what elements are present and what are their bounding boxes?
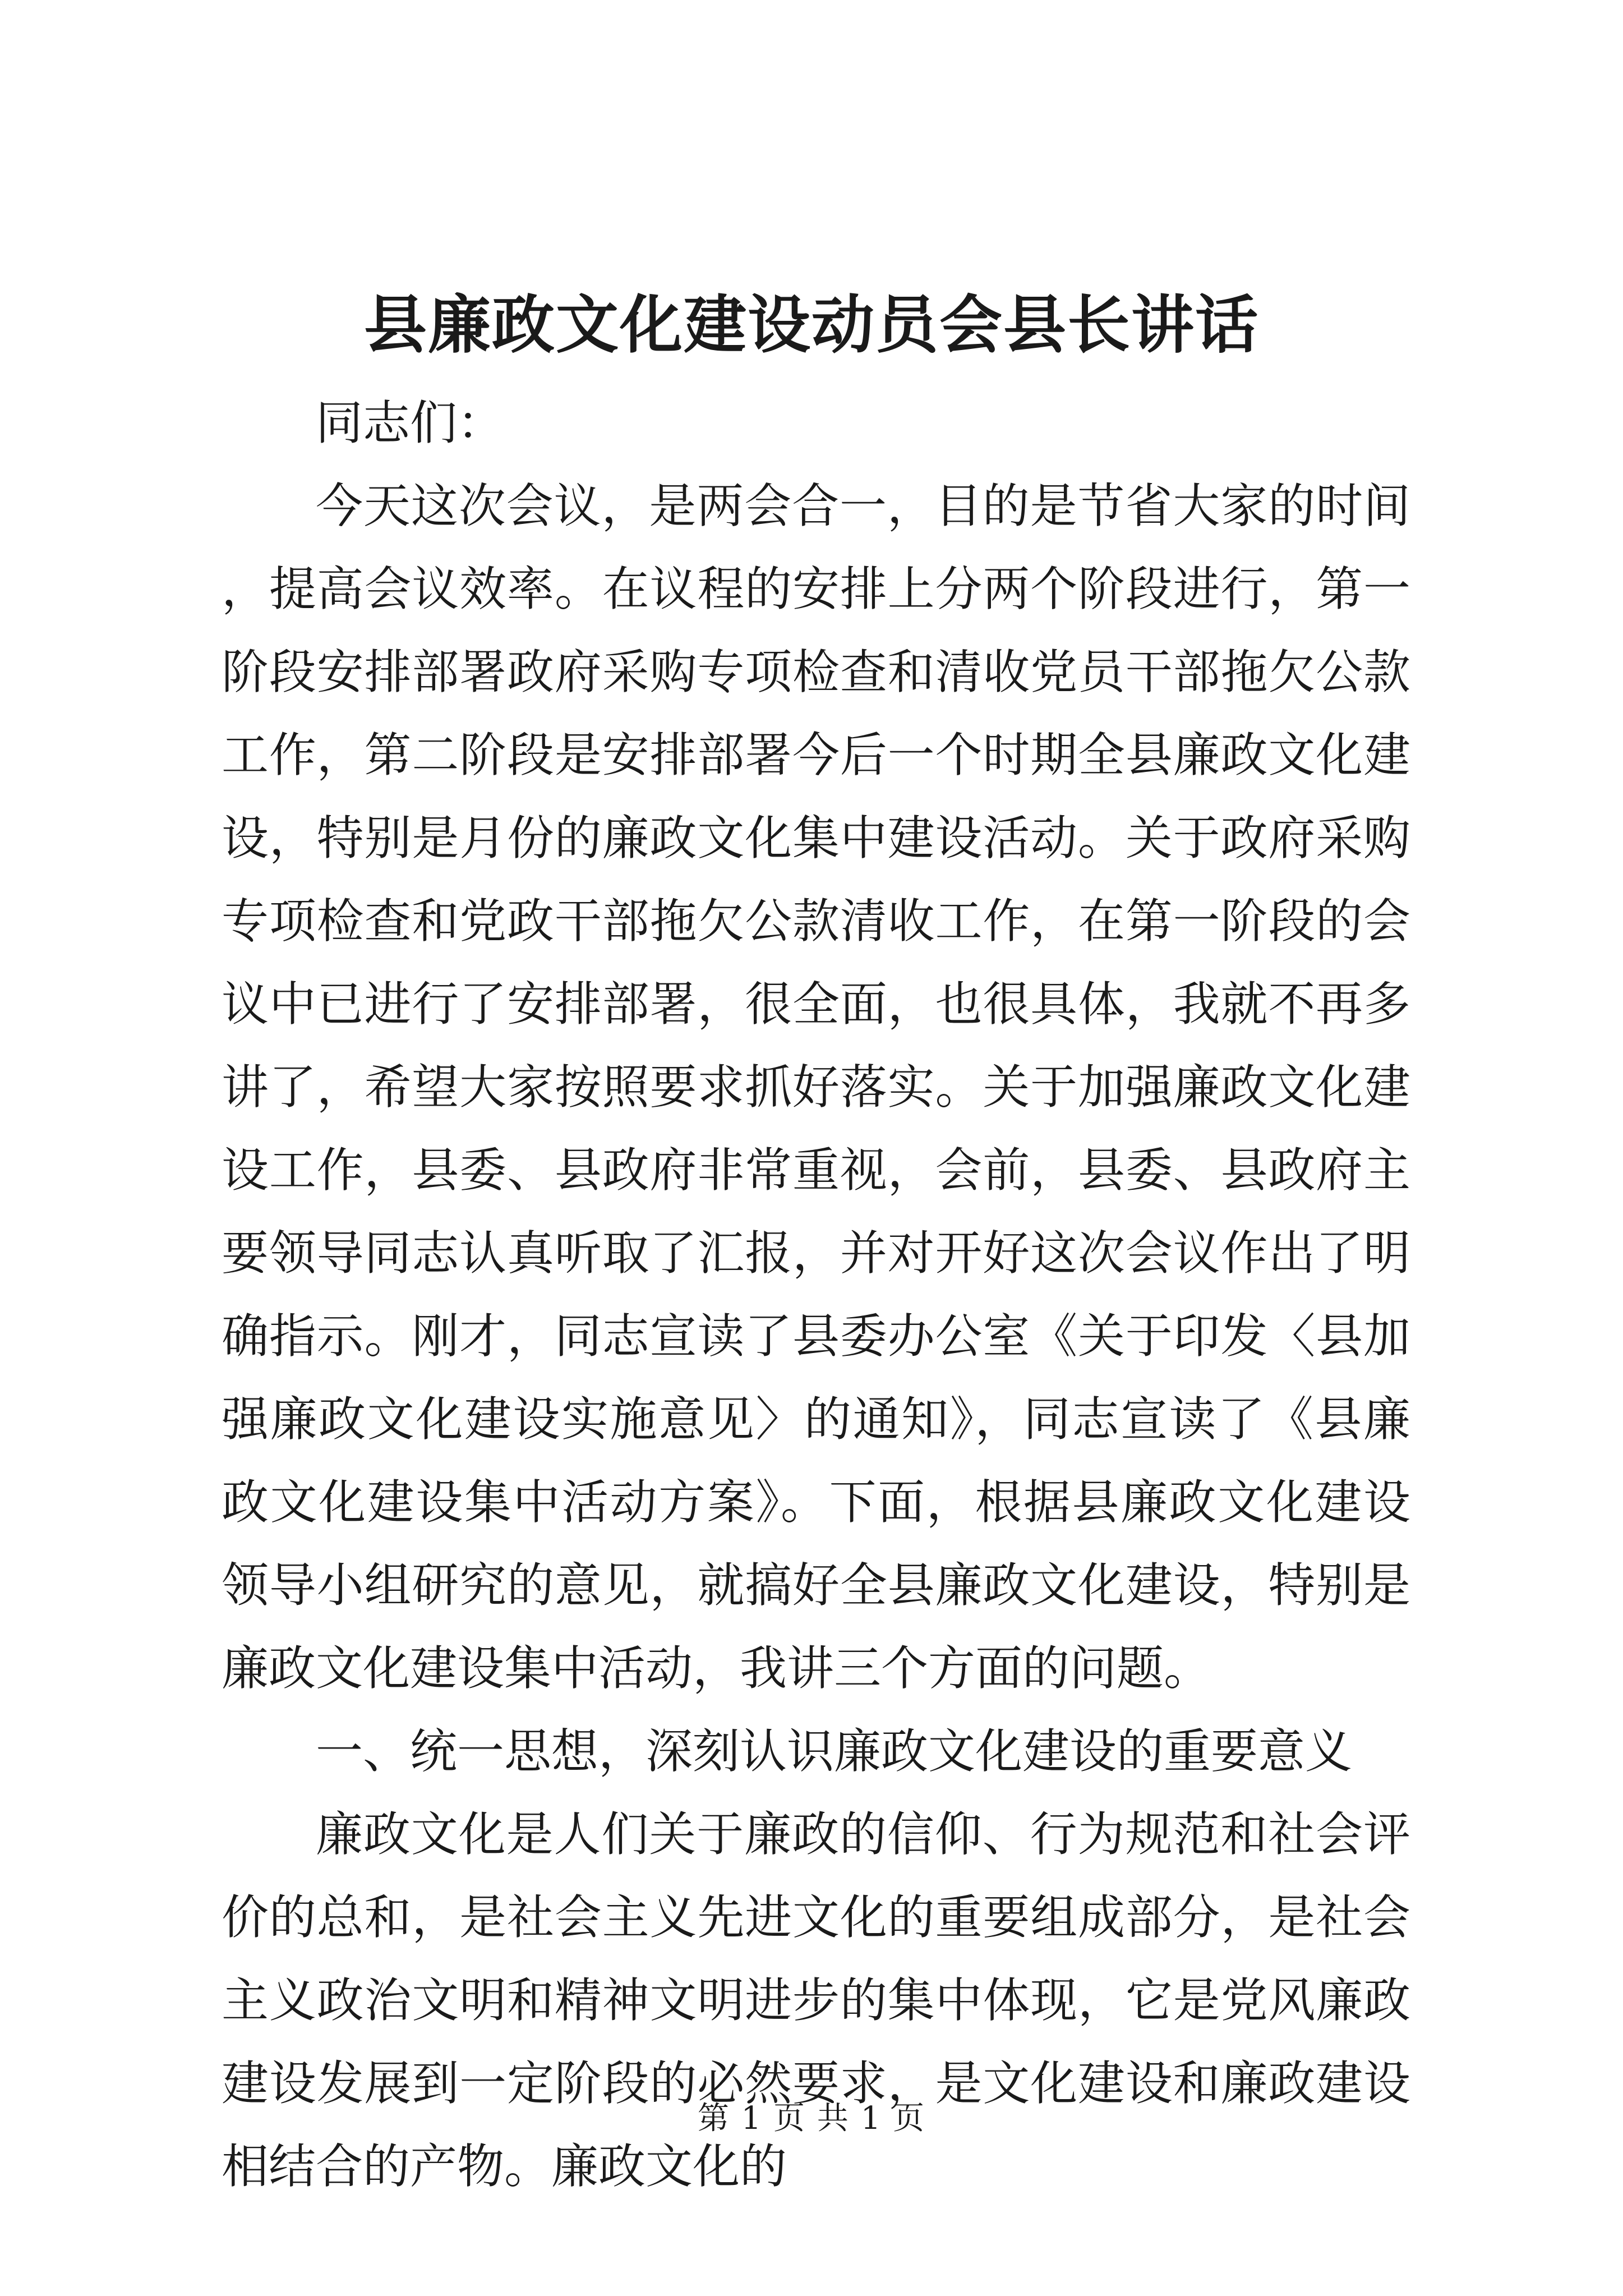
salutation-paragraph: 同志们：: [316, 395, 505, 450]
document-body: [222, 381, 1410, 2208]
intro-paragraph: 今天这次会议，是两会合一，目的是节省大家的时间，提高会议效率。在议程的安排上分两个阶段进行，第一阶段安排部署政府采购专项检查和清收党员干部拖欠公款工作，第二阶段是安排部署今后一个时期全县廉政文化建设，特别是月份的廉政文化集中建设活动。关于政府采购专项检查和党政干部拖欠公款清收工作，在第一阶段的会议中已进行了安排部署，很全面，也很具体，我就不再多讲了，希望大家按照要求抓好落实。关于加强廉政文化建设工作，县委、县政府非常重视，会前，县委、县政府主要领导同志认真听取了汇报，并对开好这次会议作出了明确指示。刚才，同志宣读了县委办公室《关于印发〈县加强廉政文化建设实施意见〉的通知》，同志宣读了《县廉政文化建设集中活动方案》。下面，根据县廉政文化建设领导小组研究的意见，就搞好全县廉政文化建设，特别是廉政文化建设集中活动，我讲三个方面的问题。: [222, 478, 1410, 1696]
page-footer: 第 1 页 共 1 页: [697, 2100, 926, 2137]
section-paragraph: 廉政文化是人们关于廉政的信仰、行为规范和社会评价的总和，是社会主义先进文化的重要组成部分，是社会主义政治文明和精神文明进步的集中体现，它是党风廉政建设发展到一定阶段的必然要求，是文化建设和廉政建设相结合的产物。廉政文化的: [222, 1807, 1410, 2194]
document-title: 县廉政文化建设动员会县长讲话: [364, 288, 1259, 362]
section-heading: 一、统一思想，深刻认识廉政文化建设的重要意义: [316, 1724, 1353, 1779]
